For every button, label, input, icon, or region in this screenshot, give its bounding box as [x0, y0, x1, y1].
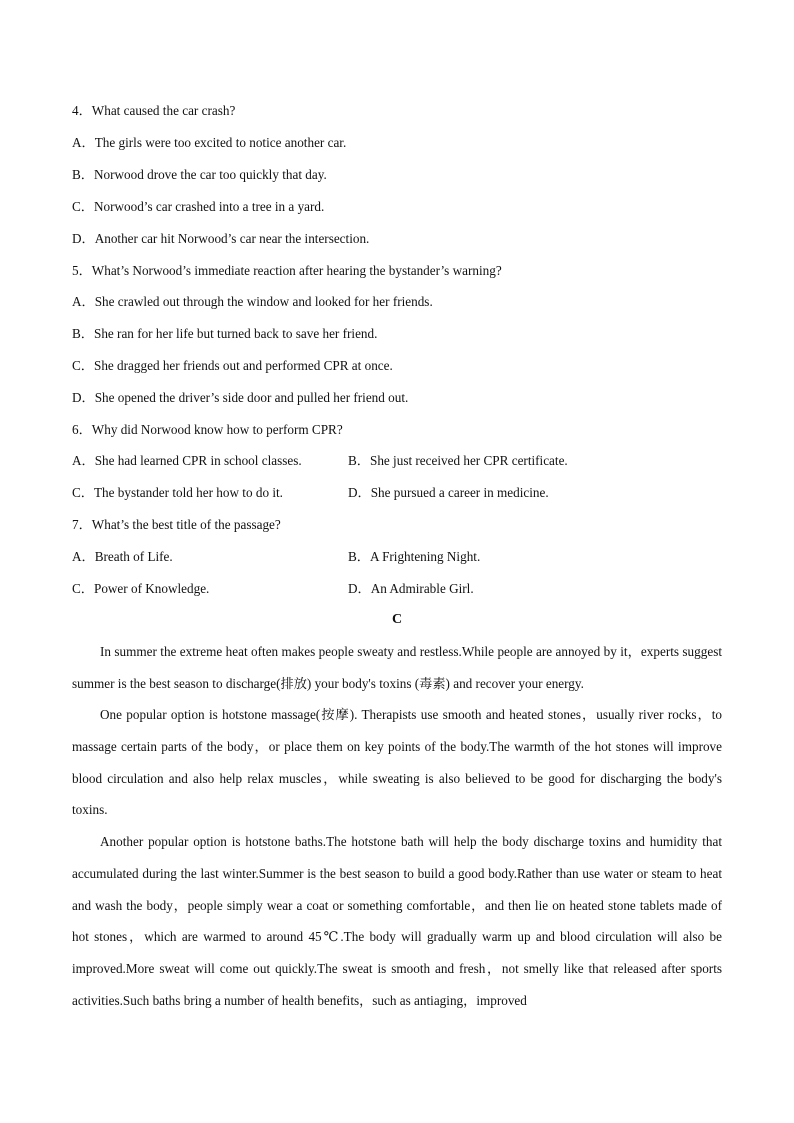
passage-paragraph-2: One popular option is hotstone massage(按摩). Therapists use smooth and heated stones，usually river rocks，to massage certain parts of the body，or place them on key points of the body.The warmth of the hot stones will improve blood circulation and also help relax muscles，while sweating is also believed to be good for discharging the body's toxins. [72, 707, 722, 818]
question-6-option-b: B．She just received her CPR certificate. [348, 453, 568, 468]
question-5-option-d: D．She opened the driver’s side door and pulled her friend out. [72, 390, 409, 405]
question-5-option-c: C．She dragged her friends out and performed CPR at once. [72, 358, 393, 373]
question-4-option-b: B．Norwood drove the car too quickly that day. [72, 167, 327, 182]
question-7-option-b: B．A Frightening Night. [348, 549, 481, 564]
question-6-option-d: D．She pursued a career in medicine. [348, 485, 549, 500]
question-4-option-c: C．Norwood’s car crashed into a tree in a yard. [72, 199, 325, 214]
question-5-stem: 5．What’s Norwood’s immediate reaction after hearing the bystander’s warning? [72, 263, 502, 278]
question-5-option-a: A．She crawled out through the window and looked for her friends. [72, 294, 433, 309]
question-7-option-a: A．Breath of Life. [72, 549, 173, 564]
question-6-option-a: A．She had learned CPR in school classes. [72, 453, 302, 468]
question-4-stem: 4．What caused the car crash? [72, 103, 236, 118]
question-5-option-b: B．She ran for her life but turned back to save her friend. [72, 326, 378, 341]
question-7-option-d: D．An Admirable Girl. [348, 581, 474, 596]
question-4-option-a: A．The girls were too excited to notice another car. [72, 135, 347, 150]
question-6-option-c: C．The bystander told her how to do it. [72, 485, 283, 500]
passage-paragraph-1: In summer the extreme heat often makes people sweaty and restless.While people are annoyed by it，experts suggest summer is the best season to discharge(排放) your body's toxins (毒素) and recover your energy. [72, 644, 722, 691]
passage-paragraph-3: Another popular option is hotstone baths.The hotstone bath will help the body discharge toxins and humidity that accumulated during the last winter.Summer is the best season to build a good body.Rather than use water or steam to heat and wash the body，people simply wear a coat or something comfortable，and then lie on heated stone tablets made of hot stones，which are warmed to around 45℃.The body will gradually warm up and blood circulation will also be improved.More sweat will come out quickly.The sweat is smooth and fresh，not smelly like that released after sports activities.Such baths bring a number of health benefits，such as antiaging，improved [72, 834, 722, 1008]
section-title: C [391, 612, 403, 627]
question-7-stem: 7．What’s the best title of the passage? [72, 517, 281, 532]
question-7-option-c: C．Power of Knowledge. [72, 581, 210, 596]
question-4-option-d: D．Another car hit Norwood’s car near the intersection. [72, 231, 370, 246]
question-6-stem: 6．Why did Norwood know how to perform CPR? [72, 422, 343, 437]
